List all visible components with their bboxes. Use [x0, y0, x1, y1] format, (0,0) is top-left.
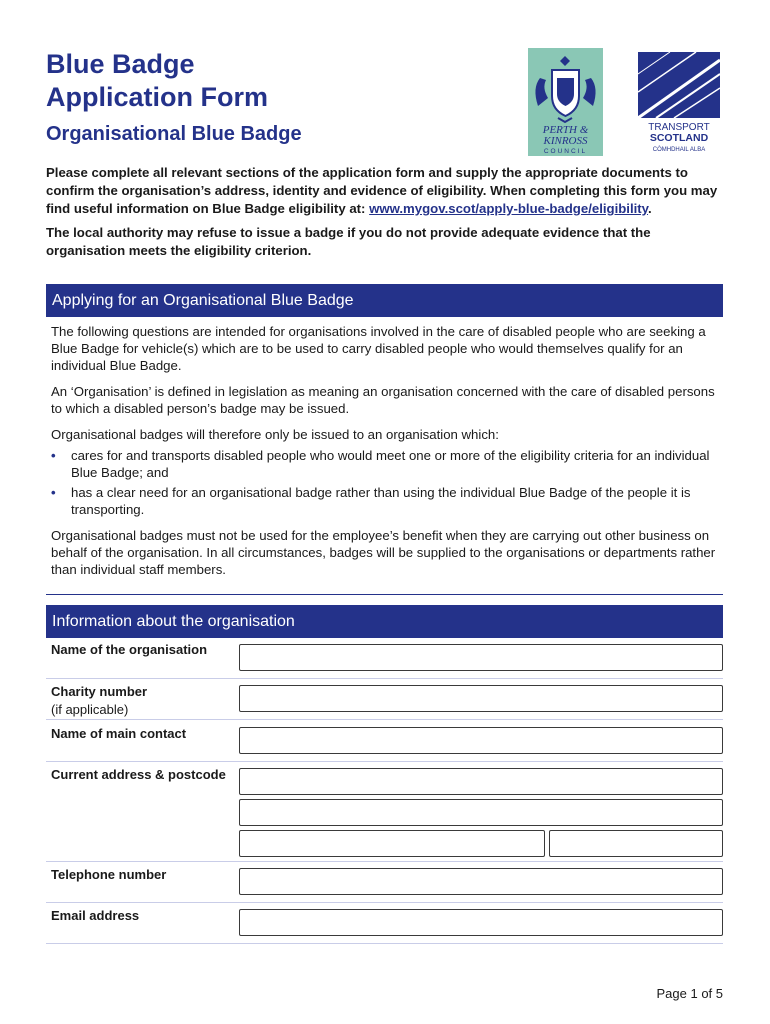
main-contact-label: Name of main contact	[51, 726, 187, 741]
section-applying-body	[51, 323, 721, 587]
address-line-2-input[interactable]	[239, 799, 723, 826]
charity-number-sub: (if applicable)	[51, 702, 129, 717]
divider	[46, 943, 723, 944]
page-title	[46, 48, 268, 114]
charity-number-text: Charity number	[51, 684, 148, 699]
ts-logo-line1: TRANSPORT	[648, 122, 710, 133]
eligibility-link[interactable]: www.mygov.scot/apply-blue-badge/eligibility	[369, 201, 649, 216]
section-heading-applying: Applying for an Organisational Blue Badge	[46, 284, 723, 317]
pk-logo-line3: COUNCIL	[543, 148, 588, 155]
divider	[46, 761, 723, 762]
applying-paragraph-2: An ‘Organisation’ is defined in legislation as meaning an organisation concerned with the care of disabled persons to which a disabled person’s badge may be issued.	[51, 384, 715, 416]
list-item	[51, 484, 721, 518]
divider	[46, 678, 723, 679]
list-item	[51, 447, 721, 481]
transport-scotland-logo	[638, 52, 720, 152]
charity-number-input[interactable]	[239, 685, 723, 712]
intro-paragraph-2: The local authority may refuse to issue a badge if you do not provide adequate evidence that the organisation meets the eligibility criterion.	[46, 225, 651, 258]
intro-paragraph-1	[46, 164, 722, 218]
title-line-1: Blue Badge	[46, 49, 195, 79]
divider	[46, 719, 723, 720]
perth-kinross-logo	[528, 48, 603, 156]
applying-paragraph-4: Organisational badges must not be used for the employee’s benefit when they are carrying out other business on behalf of the organisation. In all circumstances, badges will be supplied to the organisations or departments rather than individual staff members.	[51, 528, 716, 577]
intro-text	[46, 164, 722, 266]
postcode-input[interactable]	[549, 830, 723, 857]
bullet-icon: •	[51, 448, 56, 463]
page-number: Page 1 of 5	[656, 986, 723, 1001]
list-item-text: has a clear need for an organisational badge rather than using the individual Blue Badge of the people it is transporting.	[71, 485, 691, 517]
pk-logo-line1: PERTH &	[542, 124, 589, 136]
org-name-label: Name of the organisation	[51, 642, 208, 657]
address-label: Current address & postcode	[51, 767, 226, 782]
title-line-2: Application Form	[46, 82, 268, 112]
divider	[46, 861, 723, 862]
address-line-3-input[interactable]	[239, 830, 545, 857]
charity-number-label	[51, 683, 231, 719]
telephone-label: Telephone number	[51, 867, 167, 882]
section-divider	[46, 594, 723, 595]
ts-logo-line3: CÒMHDHAIL ALBA	[652, 147, 706, 152]
email-label: Email address	[51, 908, 140, 923]
intro-text-1: Please complete all relevant sections of the application form and supply the appropriate documents to confirm the organisation’s address, identity and evidence of eligibility. When completing this form you may find useful information on Blue Badge eligibility at:	[46, 165, 718, 216]
page-subtitle: Organisational Blue Badge	[46, 123, 302, 145]
org-name-input[interactable]	[239, 644, 723, 671]
ts-logo-line2: SCOTLAND	[649, 132, 709, 144]
section-heading-organisation: Information about the organisation	[46, 605, 723, 638]
telephone-input[interactable]	[239, 868, 723, 895]
pk-logo-line2: KINROSS	[543, 135, 588, 147]
email-input[interactable]	[239, 909, 723, 936]
address-line-1-input[interactable]	[239, 768, 723, 795]
main-contact-input[interactable]	[239, 727, 723, 754]
applying-paragraph-1: The following questions are intended for organisations involved in the care of disabled people who are seeking a Blue Badge for vehicle(s) which are to be used to carry disabled people who would themselves qualify for an individual Blue Badge.	[51, 324, 706, 373]
divider	[46, 902, 723, 903]
list-item-text: cares for and transports disabled people who would meet one or more of the eligibility criteria for an individual Blue Badge; and	[71, 448, 710, 480]
criteria-list	[51, 447, 721, 518]
applying-paragraph-3: Organisational badges will therefore only be issued to an organisation which:	[51, 427, 499, 442]
intro-text-1-end: .	[648, 201, 652, 216]
bullet-icon: •	[51, 485, 56, 500]
